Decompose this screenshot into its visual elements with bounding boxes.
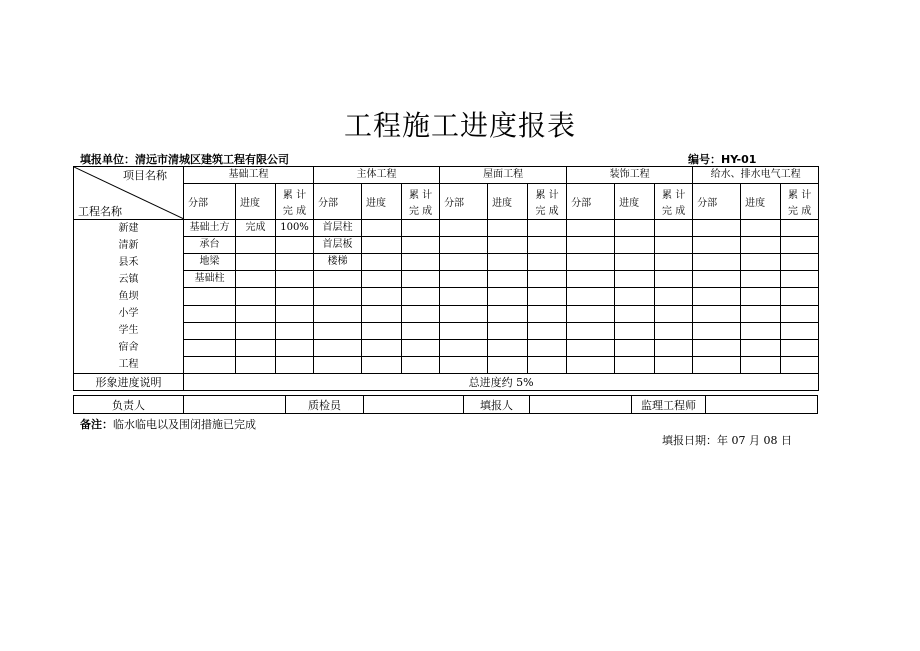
filler-label: 填报人 <box>464 396 530 414</box>
table-row <box>74 322 819 339</box>
foundation-part: 地梁 <box>184 254 236 271</box>
foundation-part: 基础土方 <box>184 220 236 237</box>
sub-accumulated: 累 计 完 成 <box>781 184 819 220</box>
project-name-cell: 新建 清新 县禾 云镇 鱼坝 小学 学生 宿舍 工程 <box>74 220 184 374</box>
sub-progress: 进度 <box>488 184 528 220</box>
inspector-label: 质检员 <box>286 396 364 414</box>
fill-date: 填报日期：年 07 月 08 日 <box>662 434 792 447</box>
sub-part: 分部 <box>567 184 615 220</box>
supervisor-field[interactable] <box>706 396 818 414</box>
supervisor-label: 监理工程师 <box>632 396 706 414</box>
inspector-field[interactable] <box>364 396 464 414</box>
group-main-structure: 主体工程 <box>314 167 440 184</box>
sub-progress: 进度 <box>615 184 655 220</box>
progress-table <box>73 166 819 391</box>
foundation-part: 承台 <box>184 237 236 254</box>
sub-accumulated: 累 计 完 成 <box>528 184 567 220</box>
remark <box>80 416 256 432</box>
progress-description-row <box>74 374 819 391</box>
progress-description-label: 形象进度说明 <box>74 374 184 391</box>
table-row <box>74 356 819 373</box>
corner-project-name: 工程名称 <box>78 205 122 218</box>
signature-row <box>73 395 818 414</box>
main-part: 首层板 <box>314 237 362 254</box>
sub-part: 分部 <box>440 184 488 220</box>
sub-progress: 进度 <box>741 184 781 220</box>
sub-accumulated: 累 计 完 成 <box>402 184 440 220</box>
remark-label: 备注： <box>80 418 113 431</box>
filling-unit: 填报单位：清远市清城区建筑工程有限公司 <box>80 153 289 166</box>
table-row <box>74 237 819 254</box>
main-part: 首层柱 <box>314 220 362 237</box>
foundation-progress: 完成 <box>236 220 276 237</box>
foundation-accumulated: 100% <box>276 220 314 237</box>
group-water-electric: 给水、排水电气工程 <box>693 167 819 184</box>
report-title: 工程施工进度报表 <box>343 109 576 142</box>
table-row <box>74 220 819 237</box>
responsible-field[interactable] <box>184 396 286 414</box>
sub-progress: 进度 <box>236 184 276 220</box>
sub-accumulated: 累 计 完 成 <box>655 184 693 220</box>
responsible-label: 负责人 <box>74 396 184 414</box>
filler-field[interactable] <box>530 396 632 414</box>
group-roof: 屋面工程 <box>440 167 567 184</box>
group-foundation: 基础工程 <box>184 167 314 184</box>
remark-text: 临水临电以及围闭措施已完成 <box>113 418 256 431</box>
table-row <box>74 305 819 322</box>
corner-item-name: 项目名称 <box>123 169 167 182</box>
report-code: 编号：HY-01 <box>688 153 757 166</box>
table-row <box>74 288 819 305</box>
header-corner-cell <box>74 167 184 220</box>
foundation-part: 基础柱 <box>184 271 236 288</box>
sub-progress: 进度 <box>362 184 402 220</box>
main-part: 楼梯 <box>314 254 362 271</box>
sub-part: 分部 <box>184 184 236 220</box>
sub-accumulated: 累 计 完 成 <box>276 184 314 220</box>
sub-part: 分部 <box>693 184 741 220</box>
table-row <box>74 254 819 271</box>
total-progress: 总进度约 5% <box>184 374 819 391</box>
sub-part: 分部 <box>314 184 362 220</box>
table-row <box>74 339 819 356</box>
group-decoration: 装饰工程 <box>567 167 693 184</box>
table-row <box>74 271 819 288</box>
